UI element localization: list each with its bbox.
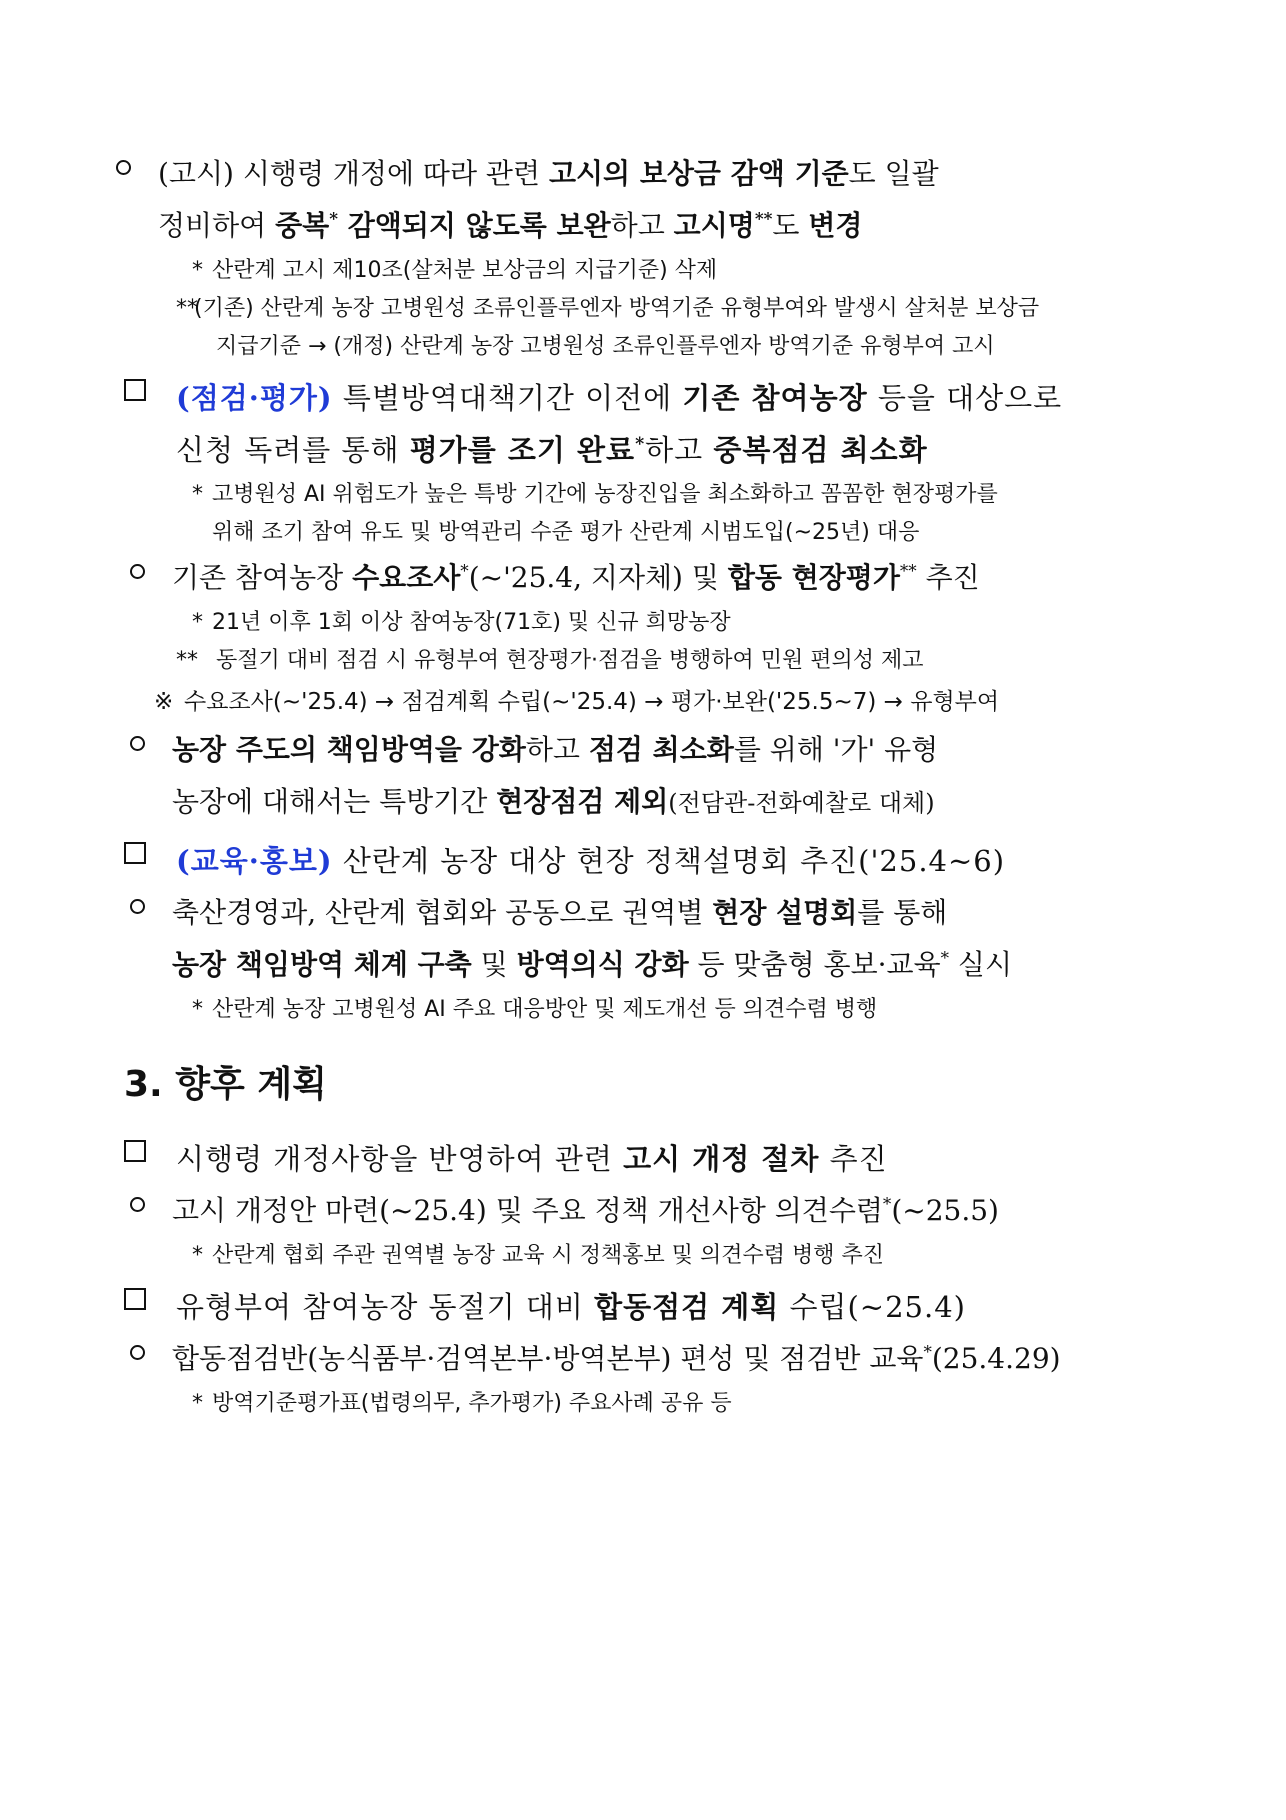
text-line: 축산경영과, 산란계 협회와 공동으로 권역별 현장 설명회를 통해	[172, 896, 948, 929]
text-line: 유형부여 참여농장 동절기 대비 합동점검 계획 수립(~25.4)	[176, 1290, 966, 1324]
footnote: * 고병원성 AI 위험도가 높은 특방 기간에 농장진입을 최소화하고 꼼꼼한 현장평가를 위해 조기 참여 유도 및 방역관리 수준 평가 산란계 시범도입(~25년) 대응	[192, 482, 998, 545]
text-line: 농장에 대해서는 특방기간 현장점검 제외(전담관-전화예찰로 대체)	[172, 785, 935, 818]
text-line: 농장 책임방역 체계 구축 및 방역의식 강화 등 맞춤형 홍보·교육* 실시	[172, 947, 1013, 981]
square-bullet-icon	[124, 1288, 146, 1310]
bullet-demand-survey	[108, 552, 1162, 604]
bullet-field-briefing	[108, 887, 1162, 991]
section-heading: 3. 향후 계획	[124, 1064, 327, 1105]
footnote: * 산란계 농장 고병원성 AI 주요 대응방안 및 제도개선 등 의견수렴 병행	[192, 997, 878, 1022]
footnote: * 산란계 고시 제10조(살처분 보상금의 지급기준) 삭제	[192, 258, 718, 283]
footnote: ** 동절기 대비 점검 시 유형부여 현장평가·점검을 병행하여 민원 편의성 제고	[176, 648, 924, 673]
bullet-responsible-quarantine	[108, 724, 1162, 829]
text-line: 합동점검반(농식품부·검역본부·방역본부) 편성 및 점검반 교육*(25.4.29)	[172, 1341, 1061, 1375]
reference-note: ※ 수요조사(~'25.4) → 점검계획 수립(~'25.4) → 평가·보완('25.5~7) → 유형부여	[154, 689, 1000, 715]
square-bullet-icon	[124, 842, 146, 864]
text-line: (점검·평가) 특별방역대책기간 이전에 기존 참여농장 등을 대상으로	[176, 381, 1063, 415]
text-line: (교육·홍보) 산란계 농장 대상 현장 정책설명회 추진('25.4~6)	[176, 844, 1006, 878]
text-line: 기존 참여농장 수요조사*(~'25.4, 지자체) 및 합동 현장평가** 추진	[172, 560, 980, 594]
bullet-inspection-team	[108, 1333, 1162, 1385]
circle-bullet-icon	[116, 160, 131, 175]
footnote: ** (기존) 산란계 농장 고병원성 조류인플루엔자 방역기준 유형부여와 발생시 살처분 보상금 지급기준 → (개정) 산란계 농장 고병원성 조류인플루엔자 방역기준 유형부여 고시	[176, 296, 1040, 359]
section-education-promotion	[124, 835, 1162, 887]
footnote: * 방역기준평가표(법령의무, 추가평가) 주요사례 공유 등	[192, 1391, 732, 1416]
square-bullet-icon	[124, 1140, 146, 1162]
bullet-notice-revision	[94, 148, 1162, 252]
plan-notice-revision	[124, 1133, 1162, 1185]
text-line: 고시 개정안 마련(~25.4) 및 주요 정책 개선사항 의견수렴*(~25.5)	[172, 1193, 999, 1227]
footnote: * 산란계 협회 주관 권역별 농장 교육 시 정책홍보 및 의견수렴 병행 추진	[192, 1243, 884, 1268]
section-inspection-evaluation	[124, 372, 1162, 476]
circle-bullet-icon	[130, 736, 145, 751]
text-line: 신청 독려를 통해 평가를 조기 완료*하고 중복점검 최소화	[176, 433, 928, 467]
text-line: (고시) 시행령 개정에 따라 관련 고시의 보상금 감액 기준도 일괄	[158, 157, 939, 190]
circle-bullet-icon	[130, 564, 145, 579]
circle-bullet-icon	[130, 1345, 145, 1360]
footnote: * 21년 이후 1회 이상 참여농장(71호) 및 신규 희망농장	[192, 610, 731, 635]
text-line: 정비하여 중복* 감액되지 않도록 보완하고 고시명**도 변경	[158, 208, 863, 242]
plan-joint-inspection	[124, 1281, 1162, 1333]
circle-bullet-icon	[130, 1197, 145, 1212]
text-line: 시행령 개정사항을 반영하여 관련 고시 개정 절차 추진	[176, 1142, 888, 1176]
circle-bullet-icon	[130, 899, 145, 914]
text-line: 농장 주도의 책임방역을 강화하고 점검 최소화를 위해 '가' 유형	[172, 733, 939, 766]
bullet-draft-revision	[108, 1185, 1162, 1237]
square-bullet-icon	[124, 379, 146, 401]
